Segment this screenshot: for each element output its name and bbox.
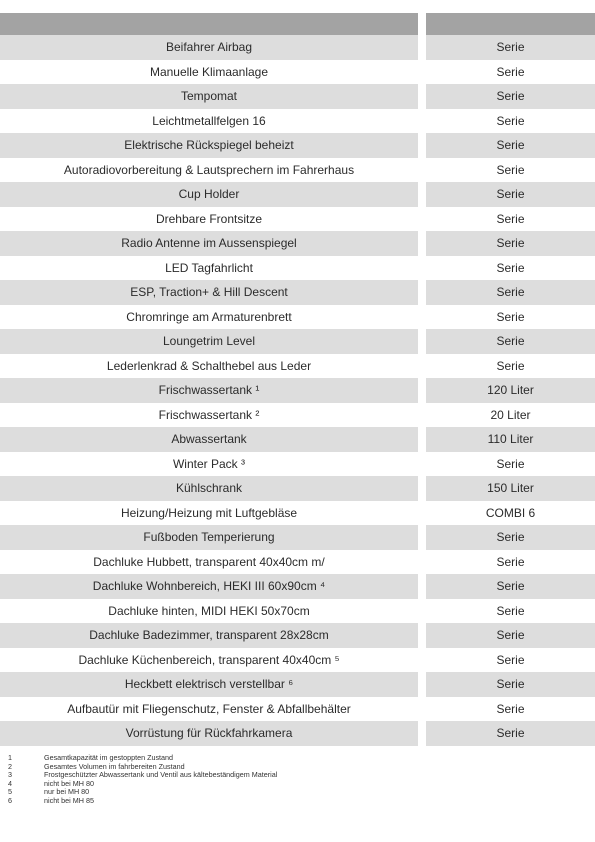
equipment-value: Serie	[496, 162, 525, 177]
equipment-value: Serie	[426, 574, 595, 599]
equipment-item: Winter Pack ³	[172, 456, 245, 471]
table-row	[0, 721, 595, 746]
equipment-item: Manuelle Klimaanlage	[149, 64, 269, 79]
table-row	[0, 60, 595, 85]
equipment-item: Heizung/Heizung mit Luftgebläse	[120, 505, 298, 520]
equipment-value: Serie	[496, 358, 525, 373]
equipment-value: Serie	[426, 623, 595, 648]
equipment-value: Serie	[426, 84, 595, 109]
equipment-item: Elektrische Rückspiegel beheizt	[0, 133, 418, 158]
equipment-value: Serie	[426, 525, 595, 550]
footnote-text: nicht bei MH 85	[44, 795, 94, 805]
equipment-value: Serie	[426, 182, 595, 207]
table-row	[0, 182, 595, 207]
table-row	[0, 672, 595, 697]
equipment-item: Aufbautür mit Fliegenschutz, Fenster & Abfallbehälter	[67, 701, 351, 716]
equipment-value: Serie	[496, 211, 525, 226]
table-row	[0, 256, 595, 281]
equipment-item: Chromringe am Armaturenbrett	[126, 309, 292, 324]
footnote-text: nur bei MH 80	[44, 787, 90, 797]
equipment-item: Lederlenkrad & Schalthebel aus Leder	[106, 358, 312, 373]
equipment-item: Leichtmetallfelgen 16	[152, 113, 266, 128]
header-bar-right	[426, 13, 595, 35]
equipment-item: Radio Antenne im Aussenspiegel	[0, 231, 418, 256]
equipment-value: Serie	[496, 701, 525, 716]
equipment-value: Serie	[496, 309, 525, 324]
table-row	[0, 501, 595, 526]
equipment-value: Serie	[496, 260, 525, 275]
footnote-number: 6	[8, 795, 12, 805]
table-header	[0, 13, 595, 35]
table-row	[0, 550, 595, 575]
equipment-item: Dachluke Badezimmer, transparent 28x28cm	[0, 623, 418, 648]
equipment-table	[0, 35, 595, 746]
table-row	[0, 133, 595, 158]
equipment-item: Frischwassertank ²	[158, 407, 260, 422]
equipment-item: Fußboden Temperierung	[0, 525, 418, 550]
equipment-item: Dachluke Küchenbereich, transparent 40x40cm ⁵	[78, 652, 340, 667]
table-row	[0, 427, 595, 452]
table-row	[0, 158, 595, 183]
equipment-item: Abwassertank	[0, 427, 418, 452]
equipment-item: Frischwassertank ¹	[0, 378, 418, 403]
equipment-value: Serie	[496, 554, 525, 569]
footnote-number: 3	[8, 770, 12, 780]
table-row	[0, 378, 595, 403]
equipment-value: COMBI 6	[485, 505, 536, 520]
equipment-value: Serie	[496, 456, 525, 471]
equipment-item: Dachluke Hubbett, transparent 40x40cm m/	[93, 554, 325, 569]
footnote-text: Gesamtes Volumen im fahrbereiten Zustand	[44, 761, 185, 771]
equipment-item: Cup Holder	[0, 182, 418, 207]
footnotes	[8, 754, 277, 806]
equipment-value: 150 Liter	[426, 476, 595, 501]
footnote-number: 4	[8, 778, 12, 788]
table-row	[0, 452, 595, 477]
equipment-value: 120 Liter	[426, 378, 595, 403]
table-row	[0, 476, 595, 501]
equipment-item: Vorrüstung für Rückfahrkamera	[0, 721, 418, 746]
table-row	[0, 305, 595, 330]
equipment-value: Serie	[426, 672, 595, 697]
table-row	[0, 109, 595, 134]
table-row	[0, 329, 595, 354]
table-row	[0, 599, 595, 624]
equipment-value: Serie	[426, 133, 595, 158]
table-row	[0, 648, 595, 673]
equipment-item: Autoradiovorbereitung & Lautsprechern im Fahrerhaus	[63, 162, 355, 177]
equipment-item: Loungetrim Level	[0, 329, 418, 354]
equipment-value: 110 Liter	[426, 427, 595, 452]
equipment-item: Kühlschrank	[0, 476, 418, 501]
equipment-value: Serie	[426, 231, 595, 256]
equipment-value: Serie	[496, 652, 525, 667]
footnote-text: nicht bei MH 80	[44, 778, 94, 788]
footnote	[8, 797, 277, 806]
table-row	[0, 84, 595, 109]
equipment-value: Serie	[426, 35, 595, 60]
equipment-item: ESP, Traction+ & Hill Descent	[0, 280, 418, 305]
footnote-number: 1	[8, 753, 12, 762]
table-row	[0, 280, 595, 305]
equipment-item: LED Tagfahrlicht	[165, 260, 253, 275]
table-row	[0, 207, 595, 232]
table-row	[0, 525, 595, 550]
footnote-number: 2	[8, 761, 12, 771]
equipment-item: Drehbare Frontsitze	[155, 211, 263, 226]
equipment-item: Heckbett elektrisch verstellbar ⁶	[0, 672, 418, 697]
footnote-text: Gesamtkapazität im gestoppten Zustand	[44, 753, 174, 762]
table-row	[0, 354, 595, 379]
header-bar-left	[0, 13, 418, 35]
equipment-item: Beifahrer Airbag	[0, 35, 418, 60]
equipment-value: Serie	[496, 113, 525, 128]
table-row	[0, 403, 595, 428]
equipment-value: Serie	[496, 603, 525, 618]
footnote-text: Frostgeschützter Abwassertank und Ventil aus kältebeständigem Material	[44, 770, 278, 780]
equipment-item: Dachluke Wohnbereich, HEKI III 60x90cm ⁴	[0, 574, 418, 599]
equipment-value: Serie	[426, 721, 595, 746]
table-row	[0, 35, 595, 60]
footnote-number: 5	[8, 787, 12, 797]
equipment-value: Serie	[426, 329, 595, 354]
equipment-value: Serie	[496, 64, 525, 79]
table-row	[0, 231, 595, 256]
equipment-value: Serie	[426, 280, 595, 305]
table-row	[0, 574, 595, 599]
equipment-item: Tempomat	[0, 84, 418, 109]
equipment-item: Dachluke hinten, MIDI HEKI 50x70cm	[108, 603, 310, 618]
equipment-value: 20 Liter	[490, 407, 531, 422]
table-row	[0, 623, 595, 648]
table-row	[0, 697, 595, 722]
